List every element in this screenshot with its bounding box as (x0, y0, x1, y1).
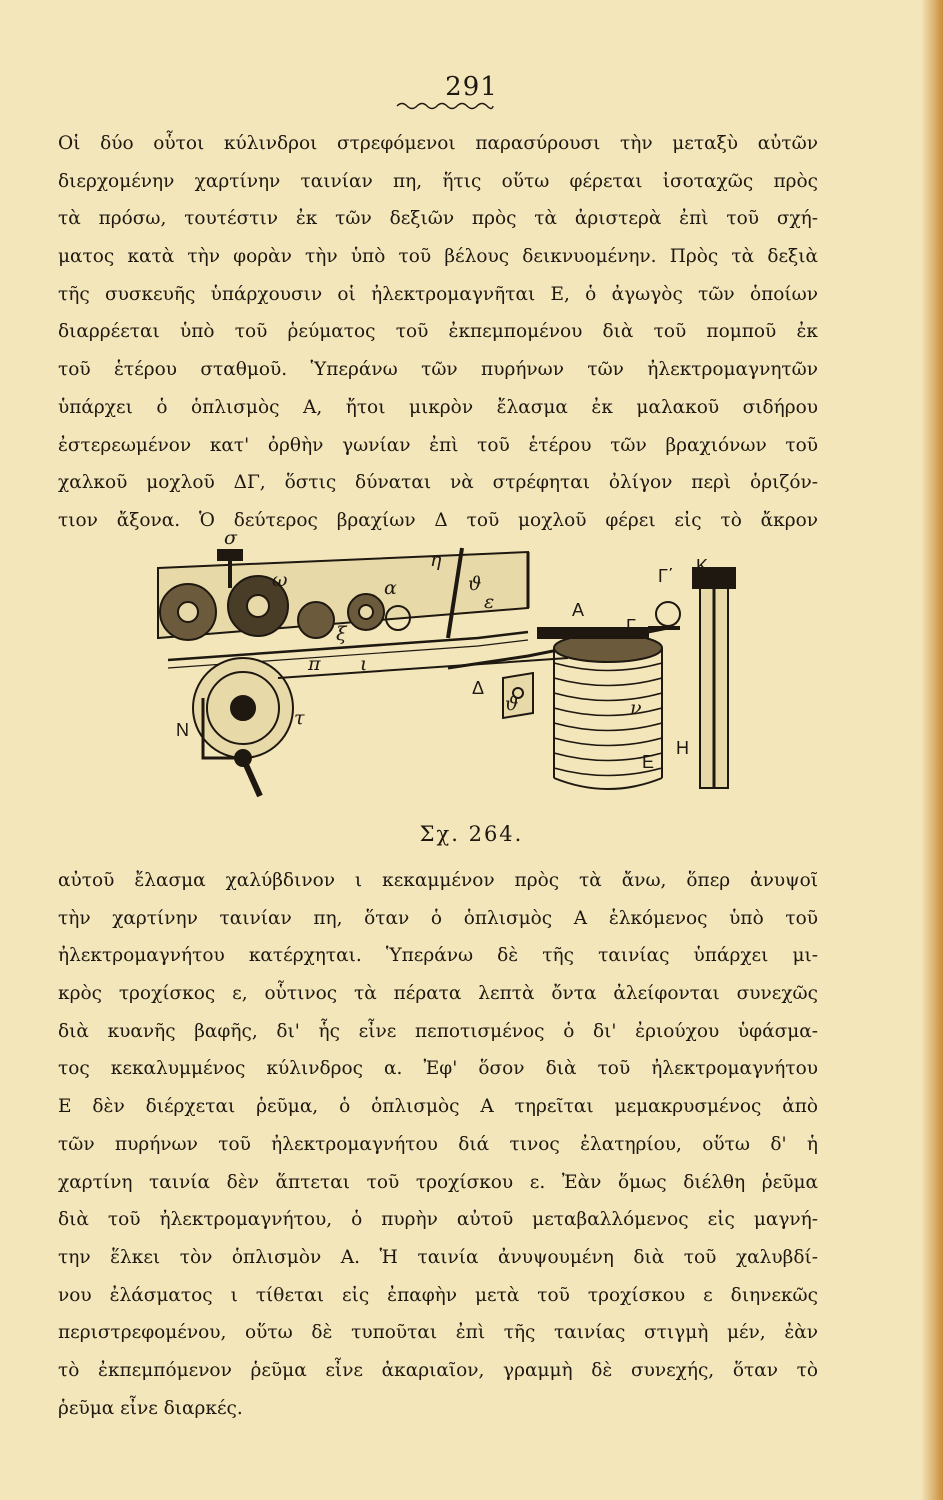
text-line: τος κεκαλυμμένος κύλινδρος α. Ἐφ' ὅσον διὰ τοῦ ἠλεκτρομαγνήτου (58, 1058, 818, 1080)
fig-label-sigma: σ (224, 528, 237, 549)
fig-label-A: A (572, 600, 585, 620)
fig-label-gamma-prime: Γ΄ (658, 566, 674, 586)
text-line: χαλκοῦ μοχλοῦ ΔΓ, ὅστις δύναται νὰ στρέφηται ὀλίγον περὶ ὁριζόν- (58, 472, 818, 494)
paragraph-top (58, 125, 818, 540)
text-line: χαρτίνη ταινία δὲν ἅπτεται τοῦ τροχίσκου ε. Ἐὰν ὅμως διέλθη ῥεῦμα (58, 1171, 818, 1193)
fig-label-nu: ν (630, 697, 642, 719)
text-line: ματος κατὰ τὴν φορὰν τὴν ὑπὸ τοῦ βέλους δεικνυομένην. Πρὸς τὰ δεξιὰ (58, 246, 818, 268)
page-number: 291 (445, 72, 498, 102)
fig-label-Delta: Δ (472, 678, 485, 698)
telegraph-receiver-drawing (148, 528, 828, 810)
fig-label-H: H (676, 738, 689, 758)
fig-label-tau: τ (294, 707, 305, 729)
fig-label-K: K (696, 556, 709, 576)
text-line: τὰ πρόσω, τουτέστιν ἐκ τῶν δεξιῶν πρὸς τὰ ἀριστερὰ ἐπὶ τοῦ σχή- (58, 208, 818, 230)
fig-label-theta-bracket: ϑ (505, 693, 519, 715)
fig-label-iota: ι (360, 653, 368, 675)
fig-label-pi: π (308, 653, 321, 675)
fig-label-Gamma: Γ (626, 616, 636, 636)
text-line: τιον ἄξονα. Ὁ δεύτερος βραχίων Δ τοῦ μοχλοῦ φέρει εἰς τὸ ἄκρον (58, 509, 818, 531)
text-line: τὴν χαρτίνην ταινίαν πη, ὅταν ὁ ὁπλισμὸς Α ἑλκόμενος ὑπὸ τοῦ (58, 907, 818, 929)
fig-label-alpha: α (384, 577, 397, 599)
text-line: ἠλεκτρομαγνήτου κατέρχηται. Ὑπεράνω δὲ τῆς ταινίας ὑπάρχει μι- (58, 945, 818, 967)
fig-label-theta: ϑ (468, 573, 482, 595)
text-line: ὑπάρχει ὁ ὁπλισμὸς Α, ἤτοι μικρὸν ἔλασμα ἐκ μαλακοῦ σιδήρου (58, 396, 818, 418)
wavy-ornament (395, 100, 495, 112)
text-line: περιστρεφομένου, οὕτω δὲ τυποῦται ἐπὶ τῆς ταινίας στιγμὴ μέν, ἐὰν (58, 1322, 818, 1344)
text-line: νου ἐλάσματος ι τίθεται εἰς ἐπαφὴν μετὰ τοῦ τροχίσκου ε διηνεκῶς (58, 1284, 818, 1306)
fig-label-E: E (642, 752, 655, 772)
text-line: διὰ τοῦ ἠλεκτρομαγνήτου, ὁ πυρὴν αὐτοῦ μεταβαλλόμενος εἰς μαγνή- (58, 1209, 818, 1231)
text-line: ἐστερεωμένον κατ' ὀρθὴν γωνίαν ἐπὶ τοῦ ἑτέρου τῶν βραχιόνων τοῦ (58, 434, 818, 456)
fig-label-eta: η (430, 549, 442, 571)
text-line: διερχομένην χαρτίνην ταινίαν πη, ἥτις οὕτω φέρεται ἰσοταχῶς πρὸς (58, 170, 818, 192)
text-line: κρὸς τροχίσκος ε, οὗτινος τὰ πέρατα λεπτὰ ὄντα ἀλείφονται συνεχῶς (58, 983, 818, 1005)
telegraph-receiver-figure (148, 528, 828, 810)
text-line: την ἕλκει τὸν ὁπλισμὸν Α. Ἡ ταινία ἀνυψουμένη διὰ τοῦ χαλυβδί- (58, 1246, 818, 1268)
paragraph-bottom (58, 862, 818, 1427)
text-line: τῆς συσκευῆς ὑπάρχουσιν οἱ ἠλεκτρομαγνῆται Ε, ὁ ἀγωγὸς τῶν ὁποίων (58, 283, 818, 305)
page-edge-shadow (921, 0, 943, 1500)
text-line: διὰ κυανῆς βαφῆς, δι' ἧς εἶνε πεποτισμένος ὁ δι' ἐριούχου ὑφάσμα- (58, 1020, 818, 1042)
text-line: Ε δὲν διέρχεται ῥεῦμα, ὁ ὁπλισμὸς Α τηρεῖται μεμακρυσμένος ἀπὸ (58, 1096, 818, 1118)
text-line: Οἱ δύο οὗτοι κύλινδροι στρεφόμενοι παρασύρουσι τὴν μεταξὺ αὐτῶν (58, 133, 818, 154)
fig-label-N: N (176, 720, 189, 740)
fig-label-omega: ω (272, 569, 288, 591)
text-line: τὸ ἐκπεμπόμενον ῥεῦμα εἶνε ἀκαριαῖον, γραμμὴ δὲ συνεχής, ὅταν τὸ (58, 1359, 818, 1381)
fig-label-epsilon: ε (484, 591, 495, 613)
text-line: αὐτοῦ ἔλασμα χαλύβδινον ι κεκαμμένον πρὸς τὰ ἄνω, ὅπερ ἀνυψοῖ (58, 870, 818, 891)
text-line: ῥεῦμα εἶνε διαρκές. (58, 1397, 243, 1419)
figure-caption: Σχ. 264. (419, 822, 524, 846)
text-line: τῶν πυρήνων τοῦ ἠλεκτρομαγνήτου διά τινος ἐλατηρίου, οὕτω δ' ἡ (58, 1133, 818, 1155)
text-line: διαρρέεται ὑπὸ τοῦ ῥεύματος τοῦ ἐκπεμπομένου διὰ τοῦ πομποῦ ἐκ (58, 321, 818, 343)
fig-label-xi: ξ (336, 623, 347, 645)
text-line: τοῦ ἑτέρου σταθμοῦ. Ὑπεράνω τῶν πυρήνων τῶν ἠλεκτρομαγνητῶν (58, 359, 818, 381)
